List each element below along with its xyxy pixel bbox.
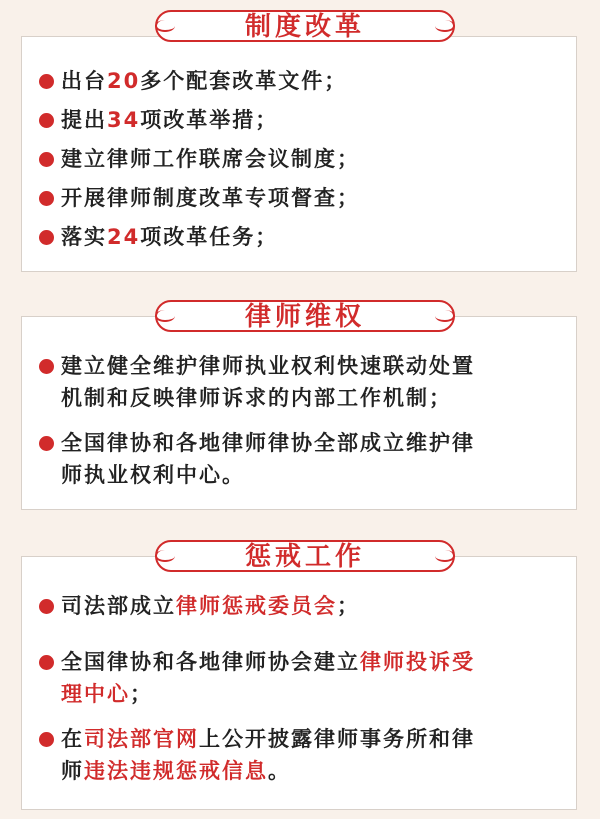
section-title: 惩戒工作 xyxy=(244,542,365,572)
bullet-icon xyxy=(39,230,54,245)
section-title: 律师维权 xyxy=(244,302,365,332)
bullet-icon xyxy=(39,113,54,128)
bullet-icon xyxy=(39,655,54,670)
list-item: 全国律协和各地律师律协全部成立维护律 师执业权利中心。 xyxy=(61,431,475,487)
section-lawyer-rights xyxy=(21,300,577,510)
list-item: 在司法部官网上公开披露律师事务所和律 师违法违规惩戒信息。 xyxy=(61,727,475,783)
list-item: 开展律师制度改革专项督查； xyxy=(61,186,360,210)
bullet-icon xyxy=(39,191,54,206)
section-discipline-work xyxy=(21,540,577,810)
list-item: 全国律协和各地律师协会建立律师投诉受 理中心； xyxy=(61,650,475,706)
list-item: 落实24项改革任务； xyxy=(61,225,279,249)
bullet-icon xyxy=(39,359,54,374)
list-item: 司法部成立律师惩戒委员会； xyxy=(61,594,360,618)
list-item: 提出34项改革举措； xyxy=(61,108,279,132)
bullet-icon xyxy=(39,732,54,747)
section-institutional-reform xyxy=(21,10,577,272)
bullet-icon xyxy=(39,436,54,451)
bullet-icon xyxy=(39,599,54,614)
list-item: 建立律师工作联席会议制度； xyxy=(61,147,360,171)
bullet-icon xyxy=(39,152,54,167)
list-item: 出台20多个配套改革文件； xyxy=(61,69,348,93)
section-title-banner xyxy=(155,300,455,332)
bullet-icon xyxy=(39,74,54,89)
section-title: 制度改革 xyxy=(244,12,365,42)
list-item: 建立健全维护律师执业权利快速联动处置 机制和反映律师诉求的内部工作机制； xyxy=(61,354,475,410)
section-title-banner xyxy=(155,10,455,42)
section-title-banner xyxy=(155,540,455,572)
